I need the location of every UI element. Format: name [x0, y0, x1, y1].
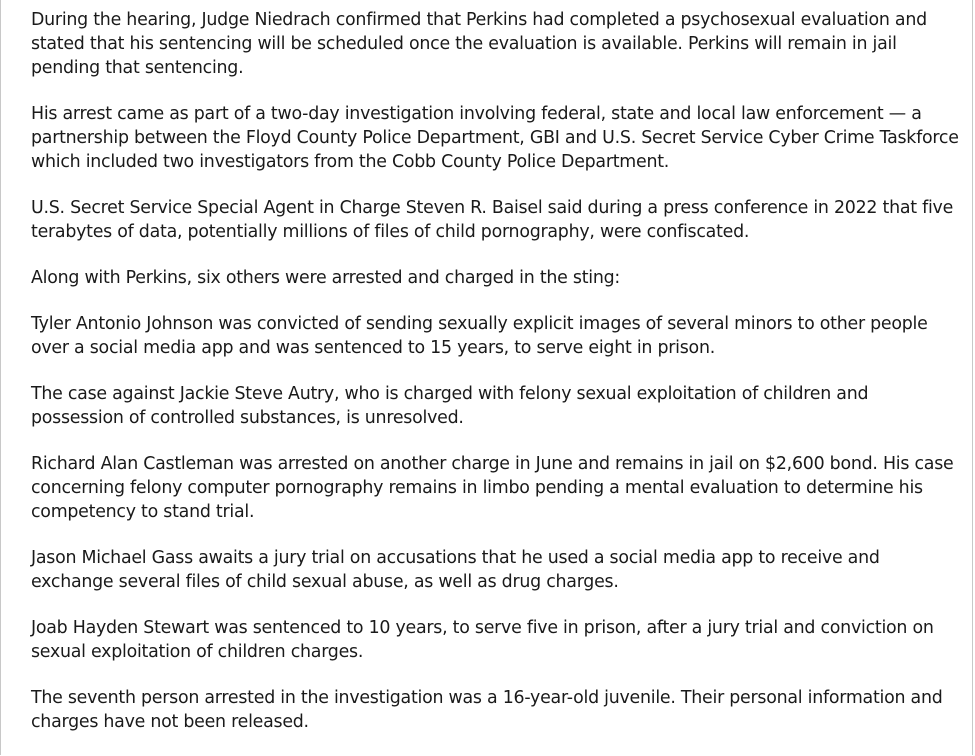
- paragraph-others-arrested: Along with Perkins, six others were arrested and charged in the sting:: [31, 268, 621, 288]
- paragraph-stewart: Joab Hayden Stewart was sentenced to 10 years, to serve five in prison, after a jury trial and conviction on sexual exploitation of children charges.: [31, 618, 934, 662]
- paragraph-autry: The case against Jackie Steve Autry, who is charged with felony sexual exploitation of children and possession of controlled substances, is unresolved.: [31, 384, 869, 428]
- paragraph-castleman: Richard Alan Castleman was arrested on another charge in June and remains in jail on $2,600 bond. His case concerning felony computer pornography remains in limbo pending a mental evaluation to determine his competency to stand trial.: [31, 454, 954, 522]
- paragraph-gass: Jason Michael Gass awaits a jury trial on accusations that he used a social media app to receive and exchange several files of child sexual abuse, as well as drug charges.: [31, 548, 880, 592]
- article-body: [31, 8, 961, 756]
- paragraph-juvenile: The seventh person arrested in the investigation was a 16-year-old juvenile. Their personal information and charges have not been released.: [31, 688, 943, 732]
- paragraph-secret-service: U.S. Secret Service Special Agent in Charge Steven R. Baisel said during a press conference in 2022 that five terabytes of data, potentially millions of files of child pornography, were confiscated.: [31, 198, 954, 242]
- paragraph-johnson: Tyler Antonio Johnson was convicted of sending sexually explicit images of several minors to other people over a social media app and was sentenced to 15 years, to serve eight in prison.: [31, 314, 928, 358]
- paragraph-hearing: During the hearing, Judge Niedrach confirmed that Perkins had completed a psychosexual evaluation and stated that his sentencing will be scheduled once the evaluation is available. Perkins will remain in jail pending that sentencing.: [31, 10, 927, 78]
- paragraph-investigation: His arrest came as part of a two-day investigation involving federal, state and local law enforcement — a partnership between the Floyd County Police Department, GBI and U.S. Secret Service Cyber Crime Taskforce which included two investigators from the Cobb County Police Department.: [31, 104, 959, 172]
